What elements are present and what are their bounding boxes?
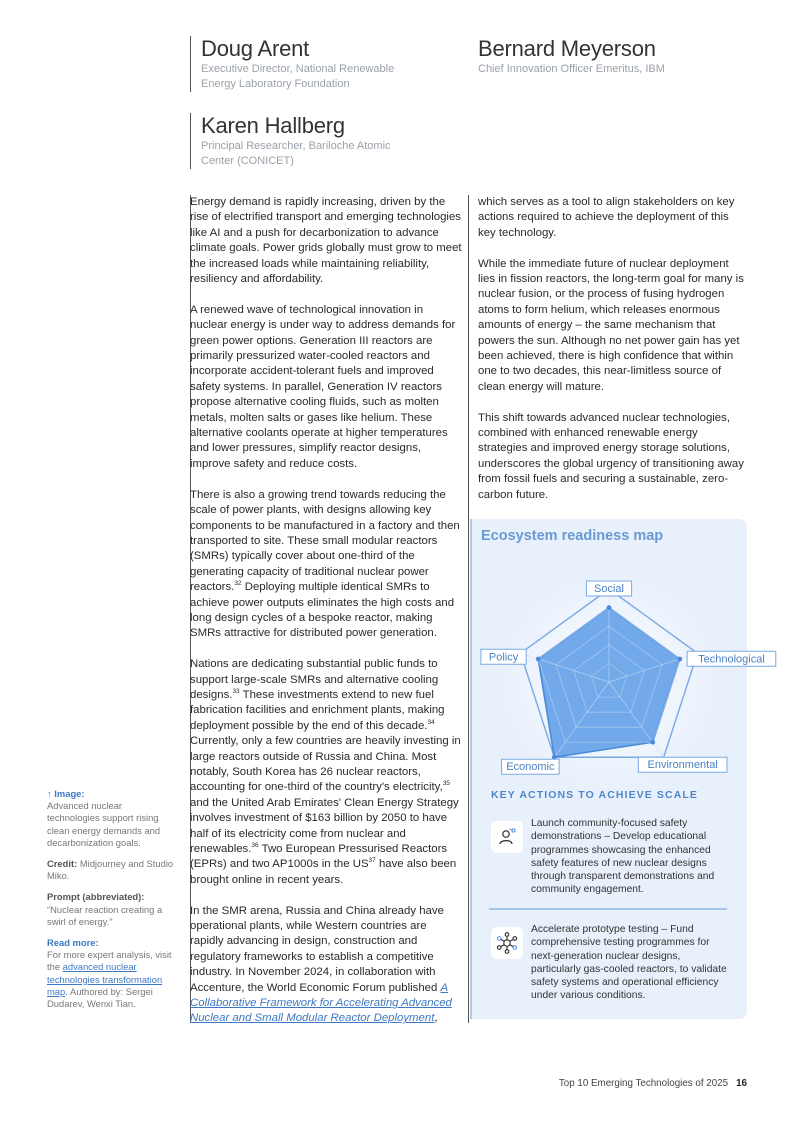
paragraph: Nations are dedicating substantial public funds to support large-scale SMRs and alternative cooling designs.$^{33}$ These investments extend to new fuel fabrication facilities and enrichment plants, making deployment possible by the end of this decade.$^{34}$ Currently, only a few countries are heavily investing in large reactors outside of Russia and China. Most notably, South Korea has 26 nuclear reactors, accounting for one-third of the country's electricity,$^{35}$ and the United Arab Emirates' Clean Energy Strategy involves investment of $163 billion by 2050 to have half of its electricity come from nuclear and renewables.$^{36}$ Two European Pressurised Reactors (EPRs) and two AP1000s in the US$^{37}$ have also been brought online in recent years.	[190, 658, 461, 886]
read-more-text: For more expert analysis, visit the advanced nuclear technologies transformation map. Authored by: Sergei Dudarev, Wenxi Tian.	[47, 949, 172, 1010]
page-footer	[559, 1078, 747, 1089]
footnote-ref[interactable]: 37	[368, 857, 376, 865]
author-role: Principal Researcher, Bariloche Atomic Center (CONICET)	[201, 140, 391, 167]
image-description: Advanced nuclear technologies support rising clean energy demands and decarbonization goals.	[47, 800, 161, 848]
svg-text:Policy: Policy	[488, 651, 519, 664]
paragraph: While the immediate future of nuclear deployment lies in fission reactors, the long-term goal for many is nuclear fusion, or the process of fusing hydrogen atoms to form helium, which releases enormous amounts of energy – the same mechanism that powers the sun. Although no net power gain has yet been achieved, there is high confidence that within one to two decades, this near-limitless source of clean energy will mature.	[478, 257, 744, 393]
readiness-point	[607, 605, 612, 610]
action-text: – Develop educational programmes showcasing the enhanced safety features of new nuclear designs through transparent demonstrations and community engagement.	[531, 831, 715, 896]
readiness-radar-chart	[472, 559, 765, 789]
community-person-icon	[491, 821, 523, 853]
footnote-ref[interactable]: 36	[251, 842, 259, 850]
svg-text:Environmental: Environmental	[647, 759, 718, 772]
page-number: 16	[736, 1078, 747, 1089]
radar-axis-label-economic	[502, 759, 560, 774]
radar-axis-label-technological	[687, 651, 776, 666]
right-column-rule	[468, 195, 469, 1023]
image-caption-sidebar	[47, 788, 177, 1019]
action-lead: Accelerate prototype testing	[531, 924, 659, 935]
author-doug-arent	[190, 36, 430, 92]
svg-text:Technological: Technological	[698, 653, 765, 666]
paragraph: In the SMR arena, Russia and China already have operational plants, while Western countries are rapidly advancing in design, construction and regulatory frameworks to establish a competitive industry. In November 2024, in collaboration with Accenture, the World Economic Forum published A Collaborative Framework for Accelerating Advanced Nuclear and Small Modular Reactor Deployment,	[190, 904, 452, 1025]
author-role: Chief Innovation Officer Emeritus, IBM	[478, 63, 665, 75]
radar-axis-label-social	[586, 581, 631, 596]
read-more-label: Read more:	[47, 937, 99, 949]
credit-text: Midjourney and Studio Miko.	[47, 858, 174, 882]
framework-link[interactable]: A Collaborative Framework for Accelerating Advanced Nuclear and Small Modular Reactor Deployment	[190, 981, 452, 1025]
body-column-left	[190, 195, 462, 1027]
paragraph: Energy demand is rapidly increasing, driven by the rise of electrified transport and emerging technologies like AI and a push for decarbonization to advance climate goals. Power grids globally must grow to meet the increased loads while maintaining reliability, resiliency and affordability.	[190, 196, 462, 286]
author-name: Doug Arent	[201, 36, 310, 61]
ecosystem-title: Ecosystem readiness map	[481, 528, 664, 544]
action-lead: Launch community-focused safety demonstrations	[531, 818, 688, 843]
body-column-right	[478, 195, 746, 503]
footnote-ref[interactable]: 34	[427, 718, 435, 726]
prompt-label: Prompt (abbreviated):	[47, 891, 145, 903]
author-name: Karen Hallberg	[201, 113, 345, 138]
author-role: Executive Director, National Renewable Energy Laboratory Foundation	[201, 63, 395, 90]
author-name: Bernard Meyerson	[478, 36, 656, 61]
paragraph: A renewed wave of technological innovation in nuclear energy is under way to address demands for green power options. Generation III reactors are primarily pressurized water-cooled reactors and incorporate accident-tolerant fuels and improved safety systems. In parallel, Generation IV reactors propose alternative cooling fluids, such as molten metals, molten salts or gases like helium. These alternative coolants operate at higher temperatures and lower pressures, simplify reactor designs, improve safety and reduce costs.	[190, 303, 456, 470]
key-action-community	[491, 817, 731, 897]
ecosystem-readiness-panel	[470, 519, 765, 1019]
paragraph: There is also a growing trend towards reducing the scale of power plants, with designs allowing key components to be manufactured in a factory and then transported to site. These small modular reactors (SMRs) typically cover about one-third of the generating capacity of traditional nuclear power reactors.$^{32}$ Deploying multiple identical SMRs to achieve power outputs eliminates the high costs and long design cycles of a bespoke reactor, making SMRs attractive for distributed power generation.	[190, 488, 460, 640]
prompt-text: “Nuclear reaction creating a swirl of energy.”	[47, 903, 163, 927]
svg-text:Social: Social	[594, 583, 624, 595]
key-action-prototype	[491, 923, 731, 1003]
readiness-point	[536, 657, 541, 662]
author-karen-hallberg	[190, 113, 430, 169]
credit-label: Credit:	[47, 858, 78, 870]
radar-axis-label-environmental	[638, 757, 727, 772]
readiness-point	[677, 657, 682, 662]
transformation-map-link[interactable]: advanced nuclear technologies transformation map	[47, 961, 163, 997]
atom-molecule-icon	[491, 927, 523, 959]
author-bernard-meyerson	[478, 36, 728, 77]
footnote-ref[interactable]: 32	[234, 580, 242, 588]
svg-text:Economic: Economic	[506, 761, 555, 774]
key-actions-title: KEY ACTIONS TO ACHIEVE SCALE	[491, 789, 698, 801]
image-label: ↑ Image:	[47, 788, 85, 799]
paragraph: which serves as a tool to align stakeholders on key actions required to achieve the deployment of this key technology.	[478, 196, 735, 239]
paragraph: This shift towards advanced nuclear technologies, combined with enhanced renewable energy strategies and improved energy storage solutions, underscores the global urgency of transitioning away from fossil fuels and securing a sustainable, zero-carbon future.	[478, 411, 744, 501]
action-text: – Fund comprehensive testing programmes for next-generation nuclear designs, particularly gas-cooled reactors, to validate safety systems and operational efficiency under various conditions.	[531, 924, 727, 1002]
footer-title: Top 10 Emerging Technologies of 2025	[558, 1078, 729, 1089]
readiness-point	[650, 740, 655, 745]
footnote-ref[interactable]: 35	[442, 780, 450, 788]
action-divider	[489, 908, 727, 910]
footnote-ref[interactable]: 33	[232, 688, 240, 696]
radar-axis-label-policy	[481, 649, 526, 664]
